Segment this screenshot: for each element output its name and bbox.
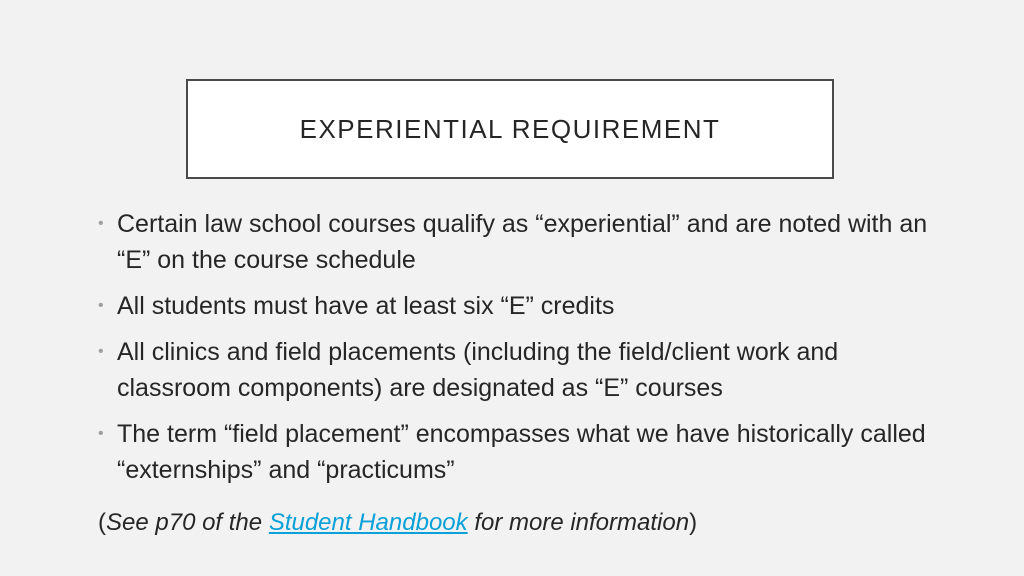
footnote-suffix: for more information: [474, 509, 690, 536]
footnote: [98, 505, 697, 541]
bullet-text: Certain law school courses qualify as “experiential” and are noted with an “E” on the course schedule: [117, 210, 928, 274]
bullet-dot-icon: •: [98, 215, 104, 232]
bullet-item: [98, 288, 948, 324]
bullet-item: [98, 334, 948, 406]
bullet-list: [98, 206, 948, 498]
footnote-prefix: See p70 of the: [106, 509, 263, 536]
title-box: [186, 79, 834, 179]
bullet-text: The term “field placement” encompasses what we have historically called “externships” and “practicums”: [117, 420, 926, 484]
bullet-dot-icon: •: [98, 297, 104, 314]
footnote-open-paren: (: [98, 509, 106, 536]
bullet-item: [98, 416, 948, 488]
bullet-text: All students must have at least six “E” credits: [117, 292, 615, 320]
bullet-item: [98, 206, 948, 278]
footnote-close-paren: ): [689, 509, 698, 536]
student-handbook-link[interactable]: Student Handbook: [268, 509, 468, 536]
bullet-dot-icon: •: [98, 343, 104, 360]
bullet-dot-icon: •: [98, 425, 104, 442]
bullet-text: All clinics and field placements (including the field/client work and classroom components) are designated as “E” courses: [117, 338, 839, 402]
slide-title: EXPERIENTIAL REQUIREMENT: [299, 113, 721, 144]
